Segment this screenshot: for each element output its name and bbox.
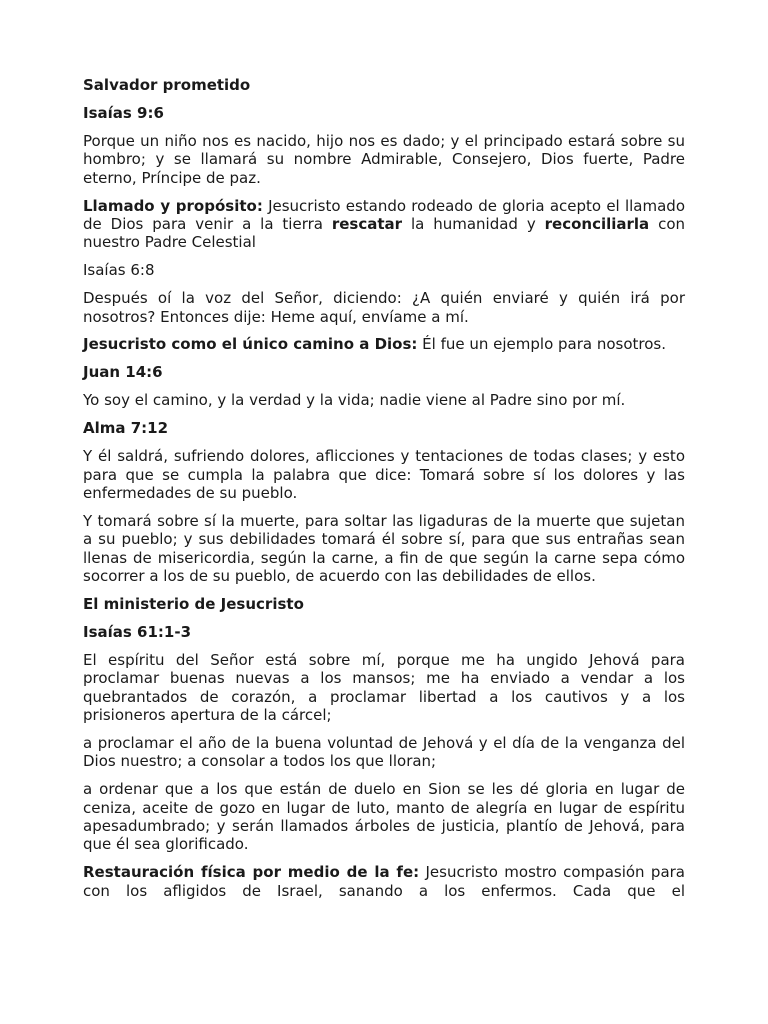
scripture-reference-alma-7-12: Alma 7:12 [83,419,169,438]
scripture-text-isaias-9-6: Porque un niño nos es nacido, hijo nos es dado; y el principado estará sobre su hombro; y se llamará su nombre Admirable, Consejero, Dios fuerte, Padre eterno, Príncipe de paz. [83,131,685,187]
section-heading-ministerio: El ministerio de Jesucristo [83,594,304,613]
scripture-text-isaias-61-3: a ordenar que a los que están de duelo en Sion se les dé gloria en lugar de ceniza, aceite de gozo en lugar de luto, manto de alegría en lugar de espíritu apesadumbrado; y serán llamados árboles de justicia, plantío de Jehová, para que él sea glorificado. [83,780,685,854]
bold-word-rescatar: rescatar [331,214,403,233]
paragraph-text: Jesucristo mostro compasión para con los afligidos de Israel, sanando a los enfermos. Cada que el [83,863,685,900]
paragraph-unico-camino [83,335,685,353]
paragraph-text: Jesucristo estando rodeado de gloria acepto el llamado de Dios para venir a la tierra [83,196,685,233]
scripture-text-alma-7-12-part-1: Y él saldrá, sufriendo dolores, aflicciones y tentaciones de todas clases; y esto para que se cumpla la palabra que dice: Tomará sobre sí los dolores y las enfermedades de su pueblo. [83,447,685,502]
scripture-text-isaias-6-8: Después oí la voz del Señor, diciendo: ¿A quién enviaré y quién irá por nosotros? Entonces dije: Heme aquí, envíame a mí. [83,289,685,326]
scripture-text-juan-14-6: Yo soy el camino, y la verdad y la vida; nadie viene al Padre sino por mí. [83,391,626,410]
scripture-reference-juan-14-6: Juan 14:6 [83,363,163,382]
bold-lead-restauracion: Restauración física por medio de la fe: [83,863,420,882]
paragraph-text: con nuestro Padre Celestial [83,214,685,252]
paragraph-text: la humanidad y [402,214,545,233]
scripture-reference-isaias-6-8: Isaías 6:8 [83,261,155,280]
bold-word-reconciliarla: reconciliarla [544,214,650,233]
scripture-text-isaias-61-2: a proclamar el año de la buena voluntad de Jehová y el día de la venganza del Dios nuestro; a consolar a todos los que lloran; [83,733,685,771]
paragraph-text: Él fue un ejemplo para nosotros. [417,335,667,354]
scripture-reference-isaias-9-6: Isaías 9:6 [83,103,164,122]
scripture-text-alma-7-12-part-2: Y tomará sobre sí la muerte, para soltar las ligaduras de la muerte que sujetan a su pueblo; y sus debilidades tomará él sobre sí, para que sus entrañas sean llenas de misericordia, según la carne, a fin de que según la carne sepa cómo socorrer a los de su pueblo, de acuerdo con las debilidades de ellos. [83,511,685,586]
scripture-reference-isaias-61-1-3: Isaías 61:1-3 [83,622,192,641]
section-heading-salvador-prometido: Salvador prometido [83,76,251,94]
paragraph-restauracion-fisica [83,863,685,900]
bold-lead-unico-camino: Jesucristo como el único camino a Dios: [83,335,418,354]
paragraph-llamado-y-proposito [83,197,685,252]
bold-lead-llamado: Llamado y propósito: [83,196,263,215]
scripture-text-isaias-61-1: El espíritu del Señor está sobre mí, porque me ha ungido Jehová para proclamar buenas nuevas a los mansos; me ha enviado a vendar a los quebrantados de corazón, a proclamar libertad a los cautivos y a los prisioneros apertura de la cárcel; [83,650,685,724]
